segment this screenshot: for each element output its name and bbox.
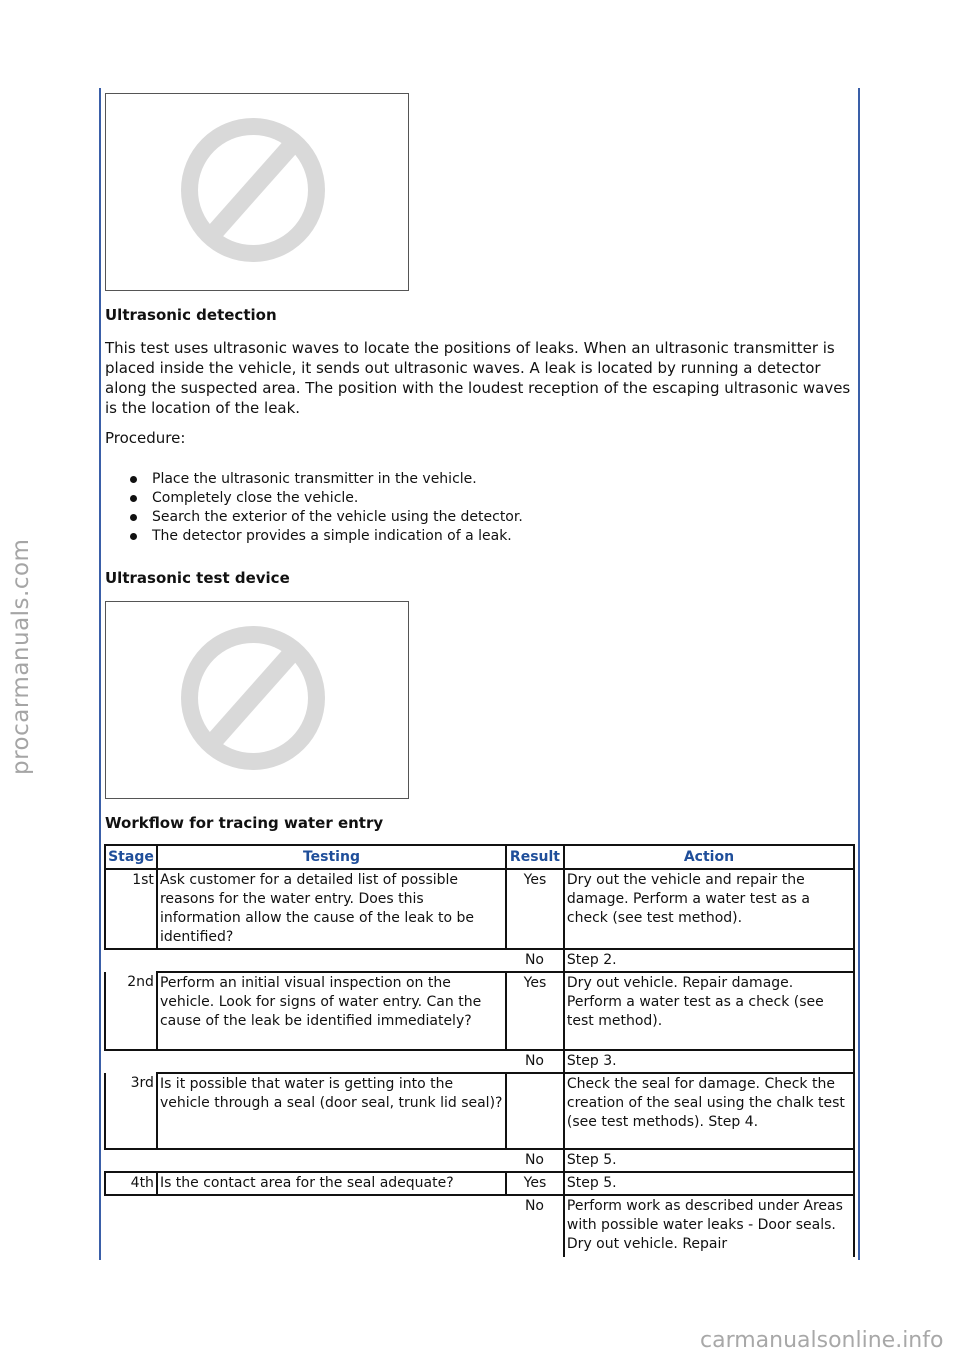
result-cell: Yes xyxy=(506,869,564,949)
result-cell: No xyxy=(506,949,564,972)
header-result: Result xyxy=(506,845,564,869)
stage-cell xyxy=(105,949,157,972)
stage-cell xyxy=(105,1149,157,1172)
list-item: Completely close the vehicle. xyxy=(130,489,523,508)
table-header-row xyxy=(105,845,854,869)
testing-cell: Ask customer for a detailed list of possible reasons for the water entry. Does this information allow the cause of the leak to be identified? xyxy=(157,869,506,949)
no-image-icon xyxy=(166,622,341,772)
table-row xyxy=(105,1050,854,1073)
image-placeholder-2 xyxy=(105,601,409,799)
table-row xyxy=(105,1073,854,1149)
action-cell: Dry out the vehicle and repair the damage. Perform a water test as a check (see test method). xyxy=(564,869,854,949)
left-margin-rule xyxy=(99,88,101,1260)
testing-cell: Is it possible that water is getting into the vehicle through a seal (door seal, trunk lid seal)? xyxy=(157,1073,506,1149)
right-margin-rule xyxy=(858,88,860,1260)
image-placeholder-1 xyxy=(105,93,409,291)
table-row xyxy=(105,949,854,972)
action-cell: Step 2. xyxy=(564,949,854,972)
result-cell: No xyxy=(524,1198,544,1214)
list-item: The detector provides a simple indication of a leak. xyxy=(130,527,523,546)
action-cell: Dry out vehicle. Repair damage. Perform a water test as a check (see test method). xyxy=(564,972,854,1050)
section-heading-ultrasonic: Ultrasonic detection xyxy=(105,306,277,324)
stage-cell: 2nd xyxy=(105,972,157,1050)
testing-cell xyxy=(157,1050,506,1073)
table-row xyxy=(105,972,854,1050)
table-row xyxy=(105,1149,854,1172)
procedure-list xyxy=(130,470,523,546)
stage-cell: 4th xyxy=(105,1172,157,1195)
testing-cell xyxy=(157,1195,506,1257)
section-heading-workflow: Workflow for tracing water entry xyxy=(105,814,384,832)
result-cell: No xyxy=(506,1149,564,1172)
no-image-icon xyxy=(166,114,341,264)
side-watermark: procarmanuals.com xyxy=(8,538,34,775)
ultrasonic-description: This test uses ultrasonic waves to locate the positions of leaks. When an ultrasonic transmitter is placed inside the vehicle, it sends out ultrasonic waves. A leak is located by running a detector along the suspected area. The position with the loudest reception of the escaping ultrasonic waves is the location of the leak. xyxy=(105,339,851,417)
action-cell: Step 3. xyxy=(564,1050,854,1073)
action-cell: Step 5. xyxy=(564,1172,854,1195)
list-item: Place the ultrasonic transmitter in the vehicle. xyxy=(130,470,523,489)
header-testing: Testing xyxy=(157,845,506,869)
action-cell: Perform work as described under Areas with possible water leaks - Door seals. Dry out vehicle. Repair xyxy=(564,1195,854,1257)
section-heading-device: Ultrasonic test device xyxy=(105,569,290,587)
header-action: Action xyxy=(564,845,854,869)
result-cell: Yes xyxy=(506,972,564,1050)
table-row xyxy=(105,1195,854,1257)
testing-cell: Perform an initial visual inspection on the vehicle. Look for signs of water entry. Can the cause of the leak be identified immediately? xyxy=(157,972,506,1050)
procedure-label: Procedure: xyxy=(105,429,186,447)
action-cell: Check the seal for damage. Check the creation of the seal using the chalk test (see test methods). Step 4. xyxy=(564,1073,854,1149)
table-row xyxy=(105,869,854,949)
workflow-table xyxy=(104,844,855,1257)
result-cell xyxy=(506,1073,564,1149)
header-stage: Stage xyxy=(105,845,157,869)
testing-cell: Is the contact area for the seal adequate? xyxy=(157,1172,506,1195)
testing-cell xyxy=(157,1149,506,1172)
stage-cell xyxy=(105,1195,157,1257)
list-item: Search the exterior of the vehicle using the detector. xyxy=(130,508,523,527)
bottom-watermark: carmanualsonline.info xyxy=(700,1328,944,1353)
table-row xyxy=(105,1172,854,1195)
result-cell: No xyxy=(506,1050,564,1073)
stage-cell: 1st xyxy=(105,869,157,949)
stage-cell xyxy=(105,1050,157,1073)
result-cell: Yes xyxy=(506,1172,564,1195)
action-cell: Step 5. xyxy=(564,1149,854,1172)
testing-cell xyxy=(157,949,506,972)
stage-cell: 3rd xyxy=(105,1073,157,1149)
